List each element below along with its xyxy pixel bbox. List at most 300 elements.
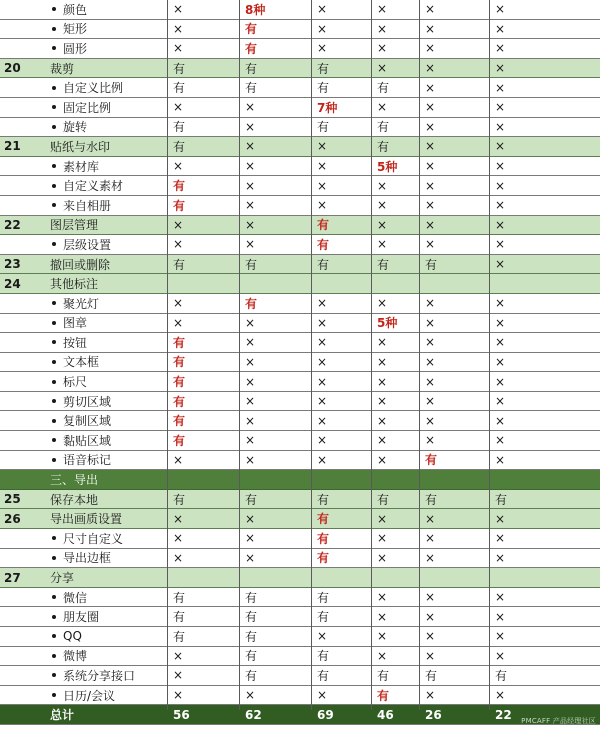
feature-label: 微信 bbox=[63, 590, 88, 605]
value-cell: × bbox=[425, 648, 436, 663]
feature-label: 微博 bbox=[63, 649, 88, 664]
group-header-row bbox=[0, 470, 600, 490]
value-cell: × bbox=[495, 21, 506, 36]
row-number bbox=[4, 549, 44, 568]
value-cell: × bbox=[317, 315, 328, 330]
row-number bbox=[4, 235, 44, 254]
table-row bbox=[0, 0, 600, 20]
table-row bbox=[0, 451, 600, 471]
value-cell: 有 bbox=[173, 139, 186, 154]
value-cell: 有 bbox=[173, 492, 186, 507]
feature-label: 其他标注 bbox=[50, 277, 99, 292]
bullet-icon bbox=[52, 86, 56, 90]
row-number bbox=[4, 372, 44, 391]
value-cell: 有 bbox=[317, 257, 330, 272]
value-cell: × bbox=[245, 139, 256, 154]
value-cell: 有 bbox=[173, 198, 186, 213]
bullet-icon bbox=[52, 458, 56, 462]
value-cell: × bbox=[245, 433, 256, 448]
bullet-icon bbox=[52, 321, 56, 325]
value-cell: × bbox=[495, 354, 506, 369]
value-cell: × bbox=[495, 433, 506, 448]
value-cell: × bbox=[173, 217, 184, 232]
column-divider bbox=[167, 0, 168, 710]
value-cell: 有 bbox=[173, 120, 186, 135]
table-row bbox=[0, 333, 600, 353]
total-row bbox=[0, 705, 600, 725]
table-row bbox=[0, 607, 600, 627]
value-cell: × bbox=[495, 590, 506, 605]
table-row bbox=[0, 176, 600, 196]
row-number bbox=[4, 705, 44, 724]
row-number bbox=[4, 470, 44, 489]
value-cell: × bbox=[245, 531, 256, 546]
section-row bbox=[0, 274, 600, 294]
value-cell: 有 bbox=[173, 335, 186, 350]
value-cell: × bbox=[245, 315, 256, 330]
value-cell: × bbox=[377, 2, 388, 17]
bullet-icon bbox=[52, 301, 56, 305]
value-cell: × bbox=[173, 531, 184, 546]
value-cell: 56 bbox=[173, 707, 190, 722]
value-cell: × bbox=[377, 394, 388, 409]
value-cell: × bbox=[495, 394, 506, 409]
value-cell: × bbox=[377, 452, 388, 467]
bullet-icon bbox=[52, 27, 56, 31]
value-cell: × bbox=[495, 511, 506, 526]
value-cell: × bbox=[425, 315, 436, 330]
feature-cell bbox=[50, 314, 165, 333]
value-cell: × bbox=[317, 413, 328, 428]
bullet-icon bbox=[52, 693, 56, 697]
table-row bbox=[0, 196, 600, 216]
value-cell: × bbox=[495, 159, 506, 174]
feature-cell bbox=[50, 196, 165, 215]
feature-cell bbox=[50, 705, 165, 724]
table-row bbox=[0, 372, 600, 392]
value-cell: × bbox=[425, 198, 436, 213]
feature-label: 导出画质设置 bbox=[50, 512, 123, 527]
row-number bbox=[4, 431, 44, 450]
value-cell: × bbox=[425, 550, 436, 565]
value-cell: 有 bbox=[377, 139, 390, 154]
value-cell: × bbox=[377, 178, 388, 193]
value-cell: × bbox=[425, 394, 436, 409]
feature-cell bbox=[50, 255, 165, 274]
value-cell: × bbox=[245, 335, 256, 350]
value-cell: × bbox=[317, 198, 328, 213]
value-cell: × bbox=[425, 531, 436, 546]
value-cell: × bbox=[245, 354, 256, 369]
value-cell: × bbox=[425, 237, 436, 252]
bullet-icon bbox=[52, 360, 56, 364]
bullet-icon bbox=[52, 105, 56, 109]
bullet-icon bbox=[52, 536, 56, 540]
feature-label: 聚光灯 bbox=[63, 296, 100, 311]
row-number bbox=[4, 176, 44, 195]
value-cell: 有 bbox=[317, 61, 330, 76]
column-divider bbox=[239, 0, 240, 710]
value-cell: 有 bbox=[377, 120, 390, 135]
feature-label: 颜色 bbox=[63, 2, 88, 17]
feature-label: 旋转 bbox=[63, 120, 88, 135]
feature-cell bbox=[50, 137, 165, 156]
table-row bbox=[0, 39, 600, 59]
value-cell: 有 bbox=[173, 81, 186, 96]
table-row bbox=[0, 314, 600, 334]
value-cell: × bbox=[495, 119, 506, 134]
feature-cell bbox=[50, 372, 165, 391]
row-number bbox=[4, 333, 44, 352]
feature-label: 总计 bbox=[50, 708, 75, 723]
value-cell: × bbox=[245, 100, 256, 115]
row-number bbox=[4, 588, 44, 607]
value-cell: × bbox=[425, 609, 436, 624]
value-cell: × bbox=[495, 237, 506, 252]
table-row bbox=[0, 529, 600, 549]
value-cell: × bbox=[425, 119, 436, 134]
value-cell: × bbox=[173, 21, 184, 36]
value-cell: 有 bbox=[377, 688, 390, 703]
feature-cell bbox=[50, 666, 165, 685]
section-row bbox=[0, 216, 600, 236]
feature-cell bbox=[50, 470, 165, 489]
table-row bbox=[0, 294, 600, 314]
value-cell: × bbox=[317, 629, 328, 644]
feature-label: 剪切区域 bbox=[63, 394, 112, 409]
value-cell: × bbox=[425, 413, 436, 428]
value-cell: × bbox=[377, 217, 388, 232]
feature-cell bbox=[50, 411, 165, 430]
value-cell: 有 bbox=[317, 649, 330, 664]
feature-label: 保存本地 bbox=[50, 492, 99, 507]
feature-label: 层级设置 bbox=[63, 237, 112, 252]
table-row bbox=[0, 353, 600, 373]
value-cell: × bbox=[377, 648, 388, 663]
value-cell: × bbox=[317, 178, 328, 193]
value-cell: × bbox=[495, 413, 506, 428]
value-cell: × bbox=[317, 139, 328, 154]
value-cell: × bbox=[173, 452, 184, 467]
value-cell: × bbox=[425, 41, 436, 56]
value-cell: × bbox=[495, 198, 506, 213]
value-cell: 有 bbox=[317, 668, 330, 683]
table-row bbox=[0, 392, 600, 412]
value-cell: × bbox=[173, 668, 184, 683]
feature-cell bbox=[50, 20, 165, 39]
value-cell: 有 bbox=[245, 41, 258, 56]
value-cell: × bbox=[495, 550, 506, 565]
value-cell: × bbox=[317, 296, 328, 311]
value-cell: × bbox=[317, 354, 328, 369]
value-cell: × bbox=[245, 511, 256, 526]
value-cell: × bbox=[495, 452, 506, 467]
row-number bbox=[4, 78, 44, 97]
value-cell: × bbox=[495, 374, 506, 389]
feature-cell bbox=[50, 78, 165, 97]
value-cell: 有 bbox=[377, 668, 390, 683]
row-number bbox=[4, 294, 44, 313]
value-cell: × bbox=[495, 41, 506, 56]
column-divider bbox=[419, 0, 420, 710]
row-number: 23 bbox=[4, 257, 21, 272]
value-cell: 有 bbox=[317, 512, 330, 527]
value-cell: × bbox=[173, 648, 184, 663]
feature-cell bbox=[50, 118, 165, 137]
value-cell: 有 bbox=[173, 610, 186, 625]
value-cell: × bbox=[495, 139, 506, 154]
bullet-icon bbox=[52, 7, 56, 11]
value-cell: × bbox=[377, 296, 388, 311]
value-cell: × bbox=[377, 590, 388, 605]
feature-label: 系统分享接口 bbox=[63, 668, 136, 683]
value-cell: × bbox=[245, 178, 256, 193]
value-cell: × bbox=[495, 315, 506, 330]
value-cell: × bbox=[495, 100, 506, 115]
value-cell: × bbox=[425, 296, 436, 311]
table-row bbox=[0, 431, 600, 451]
value-cell: 有 bbox=[495, 668, 508, 683]
value-cell: × bbox=[377, 354, 388, 369]
feature-label: 固定比例 bbox=[63, 100, 112, 115]
value-cell: × bbox=[495, 296, 506, 311]
value-cell: 有 bbox=[377, 257, 390, 272]
value-cell: 有 bbox=[245, 590, 258, 605]
feature-label: 按钮 bbox=[63, 335, 88, 350]
value-cell: 有 bbox=[317, 610, 330, 625]
feature-cell bbox=[50, 392, 165, 411]
value-cell: × bbox=[245, 217, 256, 232]
value-cell: × bbox=[173, 237, 184, 252]
value-cell: × bbox=[495, 648, 506, 663]
section-row bbox=[0, 255, 600, 275]
value-cell: × bbox=[425, 335, 436, 350]
table-row bbox=[0, 411, 600, 431]
feature-cell bbox=[50, 235, 165, 254]
value-cell: 有 bbox=[245, 629, 258, 644]
feature-cell bbox=[50, 294, 165, 313]
value-cell: 有 bbox=[245, 649, 258, 664]
value-cell: × bbox=[425, 139, 436, 154]
value-cell: 有 bbox=[317, 492, 330, 507]
feature-cell bbox=[50, 509, 165, 528]
feature-cell bbox=[50, 529, 165, 548]
bullet-icon bbox=[52, 399, 56, 403]
value-cell: 有 bbox=[173, 179, 186, 194]
value-cell: 8种 bbox=[245, 2, 266, 17]
value-cell: 有 bbox=[317, 590, 330, 605]
value-cell: × bbox=[495, 335, 506, 350]
value-cell: 有 bbox=[173, 414, 186, 429]
value-cell: 有 bbox=[245, 610, 258, 625]
table-row bbox=[0, 78, 600, 98]
value-cell: 5种 bbox=[377, 316, 398, 331]
value-cell: × bbox=[425, 590, 436, 605]
value-cell: × bbox=[245, 394, 256, 409]
value-cell: × bbox=[245, 237, 256, 252]
value-cell: × bbox=[495, 257, 506, 272]
feature-label: 文本框 bbox=[63, 355, 100, 370]
value-cell: × bbox=[245, 413, 256, 428]
value-cell: 有 bbox=[377, 81, 390, 96]
value-cell: × bbox=[425, 374, 436, 389]
row-number: 22 bbox=[4, 217, 21, 232]
column-divider bbox=[311, 0, 312, 710]
value-cell: × bbox=[495, 2, 506, 17]
table-row bbox=[0, 549, 600, 569]
value-cell: 有 bbox=[495, 492, 508, 507]
value-cell: 有 bbox=[425, 492, 438, 507]
section-row bbox=[0, 59, 600, 79]
feature-cell bbox=[50, 333, 165, 352]
section-row bbox=[0, 568, 600, 588]
value-cell: × bbox=[173, 100, 184, 115]
value-cell: × bbox=[173, 2, 184, 17]
value-cell: × bbox=[245, 159, 256, 174]
feature-label: 素材库 bbox=[63, 159, 100, 174]
value-cell: 有 bbox=[173, 375, 186, 390]
value-cell: 有 bbox=[173, 394, 186, 409]
bullet-icon bbox=[52, 654, 56, 658]
value-cell: × bbox=[425, 21, 436, 36]
feature-label: 来自相册 bbox=[63, 198, 112, 213]
value-cell: 有 bbox=[317, 237, 330, 252]
feature-cell bbox=[50, 0, 165, 19]
value-cell: × bbox=[425, 61, 436, 76]
row-number bbox=[4, 0, 44, 19]
value-cell: × bbox=[245, 374, 256, 389]
value-cell: 22 bbox=[495, 707, 512, 722]
value-cell: 26 bbox=[425, 707, 442, 722]
feature-cell bbox=[50, 157, 165, 176]
table-row bbox=[0, 627, 600, 647]
section-row bbox=[0, 490, 600, 510]
value-cell: × bbox=[377, 433, 388, 448]
row-number: 26 bbox=[4, 511, 21, 526]
value-cell: × bbox=[377, 61, 388, 76]
value-cell: × bbox=[377, 413, 388, 428]
row-number bbox=[4, 392, 44, 411]
feature-cell bbox=[50, 627, 165, 646]
row-number bbox=[4, 39, 44, 58]
value-cell: × bbox=[173, 41, 184, 56]
row-number bbox=[4, 157, 44, 176]
row-number: 27 bbox=[4, 570, 21, 585]
feature-label: 撤回或删除 bbox=[50, 257, 111, 272]
bullet-icon bbox=[52, 634, 56, 638]
feature-label: 圆形 bbox=[63, 41, 88, 56]
value-cell: × bbox=[317, 688, 328, 703]
bullet-icon bbox=[52, 242, 56, 246]
feature-label: 尺寸自定义 bbox=[63, 531, 124, 546]
feature-label: 自定义比例 bbox=[63, 81, 124, 96]
value-cell: × bbox=[173, 315, 184, 330]
feature-cell bbox=[50, 490, 165, 509]
row-number bbox=[4, 314, 44, 333]
bullet-icon bbox=[52, 184, 56, 188]
value-cell: × bbox=[173, 296, 184, 311]
row-number bbox=[4, 529, 44, 548]
bullet-icon bbox=[52, 556, 56, 560]
table-row bbox=[0, 588, 600, 608]
bullet-icon bbox=[52, 673, 56, 677]
value-cell: 有 bbox=[317, 551, 330, 566]
value-cell: 有 bbox=[317, 531, 330, 546]
watermark: PMCAFF 产品经理社区 bbox=[521, 717, 596, 725]
value-cell: 有 bbox=[173, 355, 186, 370]
value-cell: × bbox=[377, 609, 388, 624]
feature-cell bbox=[50, 686, 165, 705]
value-cell: × bbox=[245, 452, 256, 467]
feature-cell bbox=[50, 59, 165, 78]
table-row bbox=[0, 157, 600, 177]
value-cell: × bbox=[377, 237, 388, 252]
row-number: 24 bbox=[4, 276, 21, 291]
feature-label: 贴纸与水印 bbox=[50, 139, 111, 154]
value-cell: × bbox=[377, 374, 388, 389]
value-cell: 有 bbox=[173, 590, 186, 605]
value-cell: × bbox=[425, 354, 436, 369]
bullet-icon bbox=[52, 595, 56, 599]
feature-cell bbox=[50, 98, 165, 117]
bullet-icon bbox=[52, 615, 56, 619]
value-cell: 有 bbox=[245, 296, 258, 311]
row-number bbox=[4, 647, 44, 666]
value-cell: 有 bbox=[173, 629, 186, 644]
row-number bbox=[4, 686, 44, 705]
value-cell: × bbox=[245, 550, 256, 565]
column-divider bbox=[371, 0, 372, 710]
value-cell: 有 bbox=[317, 120, 330, 135]
row-number bbox=[4, 666, 44, 685]
value-cell: × bbox=[245, 688, 256, 703]
value-cell: × bbox=[377, 41, 388, 56]
row-number bbox=[4, 196, 44, 215]
feature-cell bbox=[50, 39, 165, 58]
row-number: 21 bbox=[4, 139, 21, 154]
value-cell: 有 bbox=[245, 22, 258, 37]
value-cell: 有 bbox=[245, 668, 258, 683]
row-number: 25 bbox=[4, 492, 21, 507]
value-cell: × bbox=[317, 452, 328, 467]
row-number bbox=[4, 411, 44, 430]
value-cell: × bbox=[495, 688, 506, 703]
section-row bbox=[0, 137, 600, 157]
value-cell: × bbox=[377, 629, 388, 644]
table-row bbox=[0, 647, 600, 667]
value-cell: × bbox=[173, 511, 184, 526]
value-cell: 有 bbox=[317, 218, 330, 233]
bullet-icon bbox=[52, 380, 56, 384]
table-row bbox=[0, 686, 600, 706]
value-cell: × bbox=[425, 629, 436, 644]
row-number bbox=[4, 451, 44, 470]
value-cell: × bbox=[425, 688, 436, 703]
row-number bbox=[4, 20, 44, 39]
value-cell: × bbox=[377, 100, 388, 115]
table-row bbox=[0, 666, 600, 686]
value-cell: × bbox=[377, 550, 388, 565]
value-cell: × bbox=[495, 531, 506, 546]
value-cell: × bbox=[377, 335, 388, 350]
value-cell: 62 bbox=[245, 707, 262, 722]
column-divider bbox=[489, 0, 490, 710]
table-row bbox=[0, 98, 600, 118]
row-number bbox=[4, 118, 44, 137]
value-cell: 有 bbox=[245, 492, 258, 507]
value-cell: 有 bbox=[425, 257, 438, 272]
value-cell: 有 bbox=[173, 433, 186, 448]
